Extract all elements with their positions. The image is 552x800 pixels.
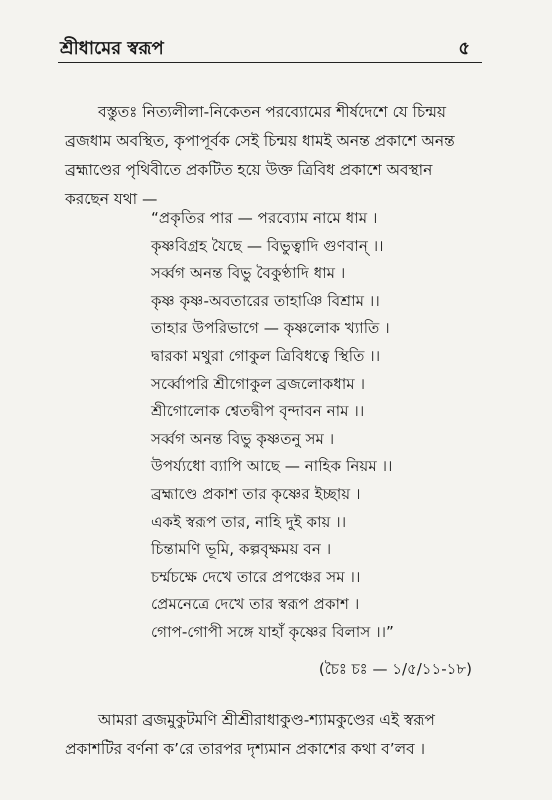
body-paragraph-2 <box>65 706 513 764</box>
verse-line: একই স্বরূপ তার, নাহি দুই কায় ।। <box>151 512 347 531</box>
verse-line: প্রেমনেত্রে দেখে তার স্বরূপ প্রকাশ । <box>151 595 360 614</box>
verse-line: ব্রহ্মাণ্ডে প্রকাশ তার কৃষ্ণের ইচ্ছায় । <box>151 484 361 503</box>
header-rule <box>58 62 482 63</box>
paragraph-line: করছেন যথা — <box>65 190 158 208</box>
verse-line: গোপ-গোপী সঙ্গে যাহাঁ কৃষ্ণের বিলাস ।।” <box>151 622 394 641</box>
page-header <box>0 0 552 62</box>
body-paragraph-1 <box>65 98 513 214</box>
verse-citation: (চৈঃ চঃ — ১/৫/১১-১৮) <box>318 660 472 678</box>
verse-line: “প্রকৃতির পার — পরব্যোম নামে ধাম । <box>151 209 378 227</box>
verse-line: চিন্তামণি ভূমি, কল্পবৃক্ষময় বন । <box>151 540 332 559</box>
verse-line: চর্ম্মচক্ষে দেখে তারে প্রপঞ্চের সম ।। <box>151 567 361 586</box>
verse-line: কৃষ্ণবিগ্রহ যৈছে — বিভুত্বাদি গুণবান্ ।। <box>151 236 384 255</box>
page-number: ৫ <box>458 38 470 59</box>
running-title: শ্রীধামের স্বরূপ <box>60 38 164 59</box>
verse-line: সর্ব্বগ অনন্ত বিভু বৈকুণ্ঠাদি ধাম । <box>151 264 346 283</box>
paragraph-line: বস্তুতঃ নিত্যলীলা-নিকেতন পরব্যোমের শীর্ষদেশে যে চিন্ময় <box>98 103 446 121</box>
verse-line: শ্রীগোলোক শ্বেতদ্বীপ বৃন্দাবন নাম ।। <box>151 402 365 421</box>
verse-line: সর্ব্বগ অনন্ত বিভু কৃষ্ণতনু সম । <box>151 429 335 448</box>
verse-line: দ্বারকা মথুরা গোকুল ত্রিবিধত্বে স্থিতি ।। <box>151 346 381 365</box>
verse-line: তাহার উপরিভাগে — কৃষ্ণলোক খ্যাতি । <box>151 319 390 338</box>
paragraph-line: প্রকাশটির বর্ণনা ক’রে তারপর দৃশ্যমান প্রকাশের কথা ব’লব । <box>65 740 426 758</box>
verse-line: উপর্য্যধো ব্যাপি আছে — নাহিক নিয়ম ।। <box>151 457 393 476</box>
paragraph-line: ব্রজধাম অবস্থিত, কৃপাপূর্বক সেই চিন্ময় ধামই অনন্ত প্রকাশে অনন্ত <box>65 132 455 150</box>
verse-line: সর্ব্বোপরি শ্রীগোকুল ব্রজলোকধাম । <box>151 374 365 393</box>
paragraph-line: আমরা ব্রজমুকুটমণি শ্রীশ্রীরাধাকুণ্ড-শ্যামকুণ্ডের এই স্বরূপ <box>98 711 435 729</box>
verse-block <box>151 205 531 647</box>
paragraph-line: ব্রহ্মাণ্ডের পৃথিবীতে প্রকটিত হয়ে উক্ত ত্রিবিধ প্রকাশে অবস্থান <box>65 161 433 179</box>
verse-line: কৃষ্ণ কৃষ্ণ-অবতারের তাহাঞি বিশ্রাম ।। <box>151 291 380 310</box>
